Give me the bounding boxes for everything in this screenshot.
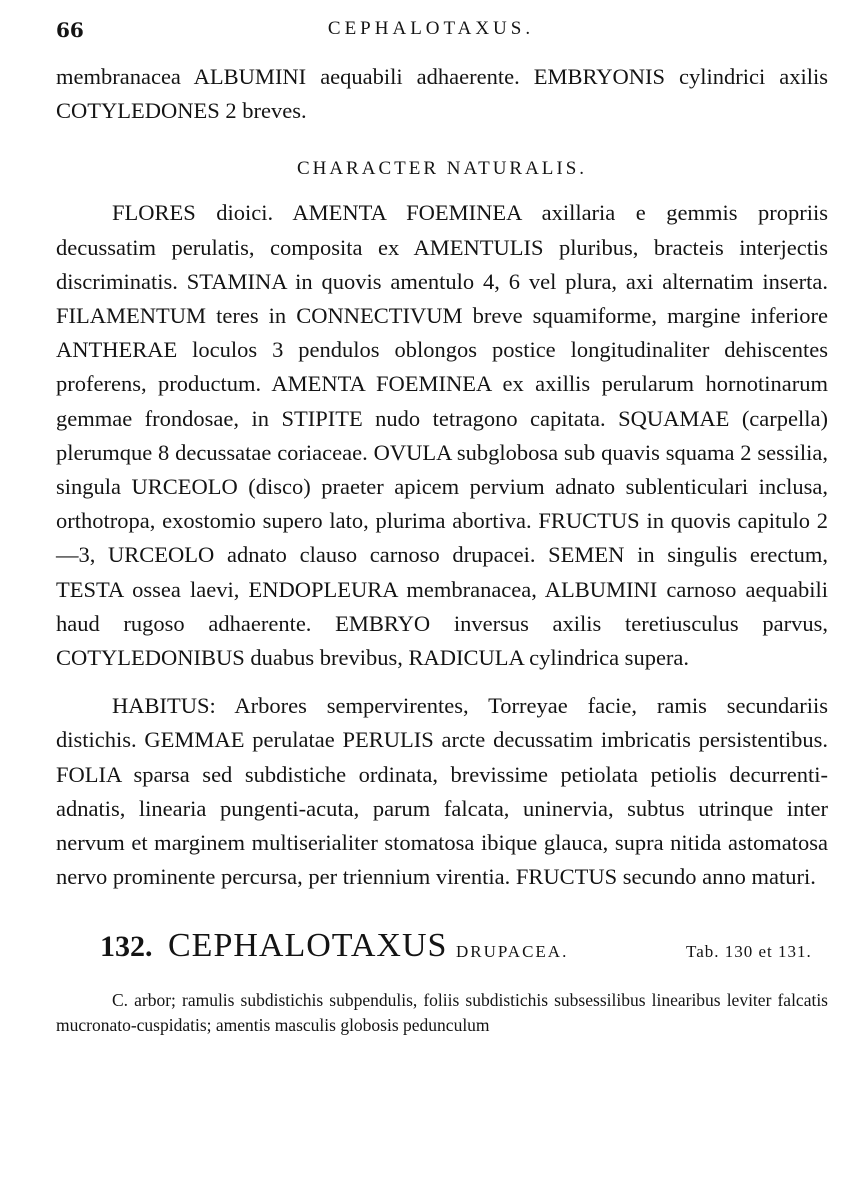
paragraph-character-naturalis: FLORES dioici. AMENTA FOEMINEA axillaria e gemmis propriis decussatim perulatis, composita ex AMENTULIS pluribus, bracteis interjectis discriminatis. STAMINA in quovis amentulo 4, 6 vel plura, axi alternatim inserta. FILAMENTUM teres in CONNECTIVUM breve squamiforme, margine inferiore ANTHERAE loculos 3 pendulos oblongos postice longitudinaliter dehiscentes proferens, productum. AMENTA FOEMINEA ex axillis perularum hornotinarum gemmae frondosae, in STIPITE nudo tetragono capitata. SQUAMAE (carpella) plerumque 8 decussatae coriaceae. OVULA subglobosa sub quavis squama 2 sessilia, singula URCEOLO (disco) praeter apicem pervium adnato sublenticulari inclusa, orthotropa, exostomio supero lato, plurima abortiva. FRUCTUS in quovis capitulo 2—3, URCEOLO adnato clauso carnoso drupacei. SEMEN in singulis erectum, TESTA ossea laevi, ENDOPLEURA membranacea, ALBUMINI carnoso aequabili haud rugoso adhaerente. EMBRYO inversus axilis teretiusculus parvus, COTYLEDONIBUS duabus brevibus, RADICULA cylindrica supera. <box>56 200 828 671</box>
paragraph-continuation: membranacea ALBUMINI aequabili adhaerente. EMBRYONIS cylindrici axilis COTYLEDONES 2 breves. <box>56 64 828 124</box>
species-diagnosis: C. arbor; ramulis subdistichis subpendulis, foliis subdistichis subsessilibus linearibus leviter falcatis mucronato-cuspidatis; amentis masculis globosis pedunculum <box>56 990 828 1036</box>
species-epithet: DRUPACEA. <box>456 942 569 962</box>
species-genus: CEPHALOTAXUS <box>168 927 448 965</box>
running-title: CEPHALOTAXUS. <box>327 18 535 39</box>
species-heading <box>56 927 828 980</box>
species-number: 132. <box>100 930 153 964</box>
page-header <box>56 18 806 48</box>
section-heading: CHARACTER NATURALIS. <box>296 158 588 180</box>
paragraph-habitus: HABITUS: Arbores sempervirentes, Torreyae facie, ramis secundariis distichis. GEMMAE perulatae PERULIS arcte decussatim imbricatis persistentibus. FOLIA sparsa sed subdistiche ordinata, brevissime petiolata petiolis decurrenti-adnatis, linearia pungenti-acuta, parum falcata, uninervia, subtus utrinque inter nervum et marginem multiserialiter stomatosa ibique glauca, supra nitida astomatosa nervo prominente percursa, per triennium virentia. FRUCTUS secundo anno maturi. <box>56 693 828 890</box>
page-body <box>56 60 828 1056</box>
page-number: 66 <box>56 18 84 42</box>
plate-reference: Tab. 130 et 131. <box>686 942 812 962</box>
